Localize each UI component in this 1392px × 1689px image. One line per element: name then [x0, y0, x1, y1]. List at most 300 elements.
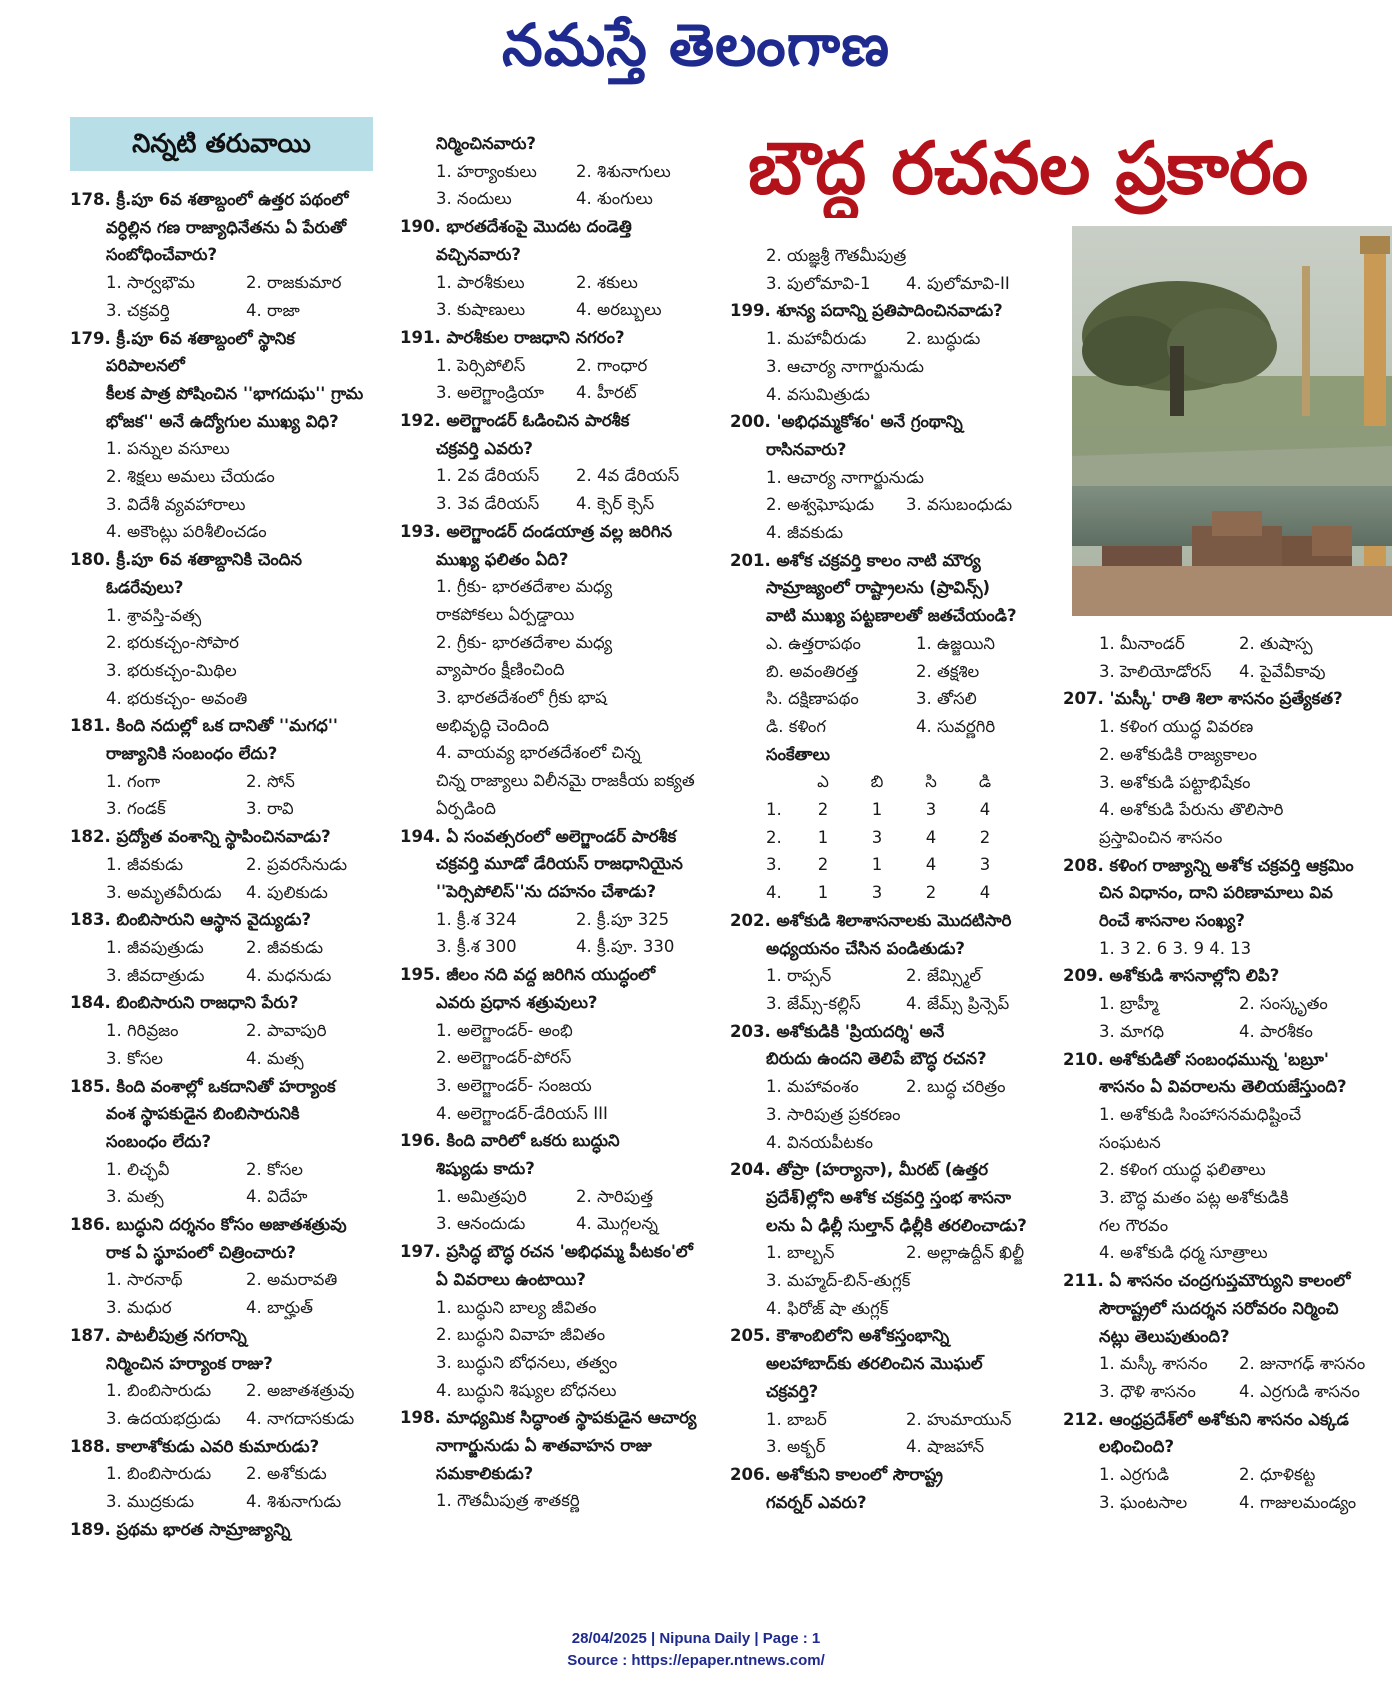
option-right: 4. నాగదాసకుడు	[246, 1408, 355, 1428]
codes-cell: 4	[925, 827, 937, 847]
option-line: 3. అలెగ్జాండర్- సంజయ	[436, 1075, 592, 1095]
question-text-cont	[1063, 1433, 1388, 1461]
match-right: 3. తోసలి	[916, 689, 977, 709]
option-line: 1. బుద్ధుని బాల్య జీవితం	[436, 1297, 597, 1317]
codes-cell: 1.	[766, 800, 782, 820]
option-right: 2. ప్రవరసేనుడు	[246, 854, 348, 874]
question-number: 180.	[70, 550, 111, 570]
question-number: 186.	[70, 1215, 111, 1235]
question-line: భారతదేశంపై మొదట దండెత్తి	[446, 217, 632, 237]
option-right: 4. గాజులమండ్యం	[1239, 1492, 1357, 1512]
option-row	[730, 990, 1045, 1018]
option-left: 1. బాబర్	[766, 1409, 827, 1429]
option-line: 2. యజ్ఞశ్రీ గౌతమీపుత్ర	[766, 246, 907, 265]
option-row	[730, 1406, 1045, 1434]
option-right: 4. బార్హుత్	[246, 1298, 314, 1318]
match-row	[730, 630, 1045, 658]
question-number: 196.	[400, 1131, 441, 1151]
question-block	[70, 823, 375, 906]
question-text	[400, 518, 710, 546]
question-line: అశోకుడి శాసనాల్లోని లిపి?	[1109, 966, 1280, 986]
question-number: 209.	[1063, 966, 1104, 986]
question-line: చక్రవర్తి ఎవరు?	[436, 438, 533, 458]
question-text	[730, 547, 1045, 575]
option-row	[1063, 1018, 1388, 1046]
codes-cell: 1	[817, 827, 829, 847]
option-row	[70, 1488, 375, 1516]
codes-cell: 3.	[766, 855, 782, 875]
option-row	[730, 1433, 1045, 1461]
question-number: 193.	[400, 521, 441, 541]
question-text	[730, 1018, 1045, 1046]
option-right: 2. రాజకుమార	[246, 273, 342, 293]
question-line: అశోకుడికి 'ప్రియదర్శి' అనే	[776, 1021, 945, 1041]
option-line: 4. వినయపీటకం	[766, 1132, 873, 1152]
option-left: 3. నందులు	[436, 189, 512, 209]
question-line: తోప్రా (హర్యానా), మీరట్ (ఉత్తర	[776, 1160, 989, 1180]
question-block	[70, 1211, 375, 1322]
codes-cell: 2.	[766, 827, 782, 847]
option-row	[70, 1183, 375, 1211]
option-right: 2. జేమ్స్మిల్	[906, 966, 982, 986]
question-line: ఆంధ్రప్రదేశ్‌లో అశోకుని శాసనం ఎక్కడ	[1109, 1409, 1349, 1429]
question-line: ప్రదేశ్)ల్లోని అశోక చక్రవర్తి స్తంభ శాసనా	[766, 1187, 1011, 1207]
option-right: 4. శిశునాగుడు	[246, 1492, 342, 1512]
option-left: 3. అమృతవీరుడు	[106, 882, 222, 902]
question-line: అశోకుని కాలంలో సౌరాష్ట్ర	[776, 1464, 943, 1484]
question-block	[400, 823, 710, 962]
codes-row	[730, 796, 1045, 824]
question-text-cont	[400, 850, 710, 878]
option-line: 4. బుద్ధుని శిష్యుల బోధనలు	[436, 1380, 617, 1400]
question-text	[70, 823, 375, 851]
option-row	[70, 269, 375, 297]
option-line: గల గౌరవం	[1099, 1215, 1169, 1235]
option-right: 4. పులోమావి-II	[906, 273, 1010, 293]
question-text-cont	[400, 435, 710, 463]
question-text-cont	[70, 574, 375, 602]
option-left: 1. రాప్సన్	[766, 966, 832, 986]
option-right: 2. సోన్	[246, 771, 295, 791]
question-line: బింబిసారుని ఆస్థాన వైద్యుడు?	[116, 910, 312, 930]
question-block	[70, 325, 375, 547]
question-line: 'అభిధమ్మకోశం' అనే గ్రంథాన్ని	[776, 412, 963, 432]
question-line: ముఖ్య ఫలితం ఏది?	[436, 549, 569, 569]
option-left: 1. జీవకుడు	[106, 854, 184, 874]
question-text-cont	[400, 1432, 710, 1460]
question-text	[400, 213, 710, 241]
option-left: 1. మహావంశం	[766, 1077, 859, 1097]
match-row	[730, 713, 1045, 741]
codes-cell: 3	[979, 855, 991, 875]
option-right: 2. ధూళికట్ట	[1239, 1465, 1316, 1485]
option-line: 3. భరుకచ్చం-మిథిల	[106, 660, 237, 680]
question-line: చక్రవర్తి?	[766, 1381, 819, 1401]
question-block	[400, 1404, 710, 1515]
question-line: అశోకుడితో సంబంధమున్న 'బబ్రూ'	[1109, 1049, 1329, 1069]
codes-row	[730, 879, 1045, 907]
option-left: 3. అక్బర్	[766, 1437, 826, 1457]
question-text-cont	[730, 1184, 1045, 1212]
option-row	[70, 851, 375, 879]
question-line: క్రీ.పూ 6వ శతాబ్దంలో ఉత్తర పథంలో	[116, 190, 349, 209]
option-left: 1. హర్యాంకులు	[436, 161, 537, 181]
option-row	[400, 462, 710, 490]
question-line: లను ఏ ఢిల్లీ సుల్తాన్ ఢిల్లీకి తరలించాడు?	[766, 1215, 1027, 1235]
option-right: 4. జేమ్స్ ప్రిన్సెప్	[906, 993, 1010, 1013]
question-line: వాటి ముఖ్య పట్టణాలతో జతచేయండి?	[766, 606, 1017, 626]
question-line: ప్రసిద్ధ బౌద్ధ రచన 'అభిధమ్మ పీటకం'లో	[446, 1242, 693, 1262]
codes-cell: 4	[979, 800, 991, 820]
question-block	[400, 518, 710, 823]
question-block	[70, 546, 375, 712]
codes-cell: 1	[871, 800, 883, 820]
option-left: 3. ఘంటసాల	[1099, 1492, 1188, 1512]
codes-header-cell: ఎ	[817, 772, 829, 792]
option-left: 1. మహావీరుడు	[766, 329, 867, 349]
question-line: రాజ్యానికి సంబంధం లేదు?	[106, 744, 278, 764]
question-line: కౌశాంబిలోని అశోకస్తంభాన్ని	[776, 1326, 950, 1346]
question-line: అలెగ్జాండర్ ఓడించిన పారశీక	[446, 411, 630, 431]
option-right: 2. శకులు	[576, 272, 638, 292]
question-number: 195.	[400, 965, 441, 985]
match-left: డి. కళింగ	[766, 716, 827, 736]
option-row	[70, 934, 375, 962]
question-line: శిష్యుడు కాదు?	[436, 1159, 535, 1179]
question-text-cont	[730, 574, 1045, 602]
codes-cell: 2	[817, 855, 829, 875]
option-line: 2. భరుకచ్చం-సోపార	[106, 633, 239, 653]
option-line: ఏర్పడింది	[436, 798, 496, 818]
question-number: 199.	[730, 301, 771, 321]
question-text-cont	[400, 241, 710, 269]
option-right: 2. అశోకుడు	[246, 1464, 327, 1484]
question-line: శాసనం ఏ వివరాలను తెలియజేస్తుంది?	[1099, 1077, 1347, 1097]
option-row	[1063, 1378, 1388, 1406]
question-line: బుద్ధుని దర్శనం కోసం అజాతశత్రువు	[116, 1215, 347, 1235]
page-footer	[0, 1628, 1392, 1672]
option-left: 2. అశ్వఘోషుడు	[766, 495, 875, 515]
option-right: 4. రాజా	[246, 300, 300, 320]
question-block	[730, 1018, 1045, 1157]
question-text-cont	[70, 740, 375, 768]
question-line: వర్ధిల్లిన గణ రాజ్యాధినేతను ఏ పేరుతో	[106, 217, 347, 237]
question-line: ఏ శాసనం చంద్రగుప్తమౌర్యుని కాలంలో	[1109, 1271, 1351, 1291]
question-text	[70, 989, 375, 1017]
question-line: సమకాలికుడు?	[436, 1463, 534, 1483]
option-line: అభివృద్ధి చెందింది	[436, 715, 549, 735]
question-text-cont	[730, 1378, 1045, 1406]
option-line: 3. విదేశీ వ్యవహారాలు	[106, 494, 246, 514]
question-text-cont	[1063, 1295, 1388, 1323]
option-right: 4. పారశీకం	[1239, 1021, 1313, 1041]
question-number: 181.	[70, 716, 111, 736]
option-right: 2. శిశునాగులు	[576, 161, 671, 181]
archaeological-site-photo	[1072, 226, 1392, 616]
option-right: 2. బుద్ధ చరిత్రం	[906, 1077, 1006, 1097]
question-text	[1063, 1267, 1388, 1295]
option-row	[400, 296, 710, 324]
option-line: 4. అశోకుడి ధర్మ సూత్రాలు	[1099, 1243, 1268, 1263]
question-line: నాగార్జునుడు ఏ శాతవాహన రాజు	[436, 1436, 652, 1456]
option-right: 4. పైవేవీకావు	[1239, 661, 1326, 681]
option-left: 3. మత్స	[106, 1187, 164, 1207]
option-line: 1. అలెగ్జాండర్- అంభి	[436, 1020, 573, 1040]
option-left: 1. సారనాథ్	[106, 1270, 183, 1290]
column-4	[1063, 630, 1388, 1517]
question-line: క్రీ.పూ 6వ శతాబ్దానికి చెందిన	[116, 550, 303, 570]
option-line: 3. ఆచార్య నాగార్జునుడు	[766, 356, 924, 376]
question-line: ఏ సంవత్సరంలో అలెగ్జాండర్ పారశీక	[446, 826, 677, 846]
question-text	[70, 546, 375, 574]
codes-label: సంకేతాలు	[766, 744, 831, 764]
question-block	[730, 242, 1045, 297]
option-right: 4. షాజహాన్	[906, 1437, 985, 1457]
option-right: 2. అమరావతి	[246, 1270, 338, 1290]
match-row	[730, 658, 1045, 686]
option-right: 2. కోసల	[246, 1159, 304, 1179]
option-line: 3. మహ్మద్-బిన్-తుగ్లక్	[766, 1271, 911, 1291]
question-block	[70, 1433, 375, 1516]
question-text-cont	[730, 436, 1045, 464]
option-row	[400, 352, 710, 380]
question-text-cont	[70, 241, 375, 269]
codes-cell: 2	[979, 827, 991, 847]
option-row	[70, 1045, 375, 1073]
option-right: 4. మొగ్గలన్న	[576, 1214, 658, 1234]
question-text-cont	[1063, 1073, 1388, 1101]
question-number: 187.	[70, 1325, 111, 1345]
option-row	[730, 962, 1045, 990]
option-row	[1063, 1489, 1388, 1517]
option-line: 1. గ్రీకు- భారతదేశాల మధ్య	[436, 577, 613, 597]
question-line: అలహాబాద్‌కు తరలించిన మొఘల్	[766, 1354, 983, 1374]
option-line: 4. భరుకచ్చం- అవంతి	[106, 688, 248, 708]
codes-header-row	[730, 768, 1045, 796]
question-text-cont	[400, 1460, 710, 1488]
question-block	[400, 1127, 710, 1238]
question-block	[70, 989, 375, 1072]
question-number: 207.	[1063, 689, 1104, 709]
question-number: 184.	[70, 993, 111, 1013]
option-row	[1063, 658, 1388, 686]
option-row	[1063, 630, 1388, 658]
question-block	[730, 1461, 1045, 1516]
question-block	[400, 213, 710, 324]
option-row	[400, 1183, 710, 1211]
option-right: 2. తుషాస్ప	[1239, 634, 1313, 653]
question-text	[1063, 962, 1388, 990]
option-right: 4. శుంగులు	[576, 189, 653, 209]
option-line: 2. అశోకుడికి రాజ్యకాలం	[1099, 744, 1258, 764]
codes-cell: 1	[817, 883, 829, 903]
masthead-logo: నమస్తే తెలంగాణ	[502, 11, 890, 79]
column-2	[400, 130, 710, 1515]
question-text	[730, 907, 1045, 935]
option-row	[70, 1266, 375, 1294]
question-number: 191.	[400, 327, 441, 347]
option-row	[70, 1377, 375, 1405]
option-row	[400, 379, 710, 407]
codes-cell: 4.	[766, 883, 782, 903]
option-line: 1. ఆచార్య నాగార్జునుడు	[766, 467, 924, 487]
option-left: 1. 2వ డేరియస్	[436, 466, 540, 486]
option-left: 3. హెలియోడోరస్	[1099, 661, 1212, 681]
question-text-cont	[400, 546, 710, 574]
option-left: 3. ఆనందుడు	[436, 1214, 526, 1234]
question-block	[730, 408, 1045, 547]
option-row	[70, 768, 375, 796]
question-text-cont	[730, 935, 1045, 963]
option-left: 1. పారశీకులు	[436, 272, 525, 292]
option-left: 3. క్రీ.శ 300	[436, 937, 517, 957]
question-line: బింబిసారుని రాజధాని పేరు?	[116, 993, 299, 1013]
question-line: మాధ్యమిక సిద్ధాంత స్థాపకుడైన ఆచార్య	[446, 1408, 697, 1428]
question-text	[70, 325, 375, 380]
question-line: ప్రథమ భారత సామ్రాజ్యాన్ని	[116, 1519, 291, 1539]
match-right: 2. తక్షశిల	[916, 661, 980, 681]
question-number: 198.	[400, 1408, 441, 1428]
option-row	[400, 1210, 710, 1238]
question-number: 200.	[730, 412, 771, 432]
question-number: 182.	[70, 827, 111, 847]
codes-cell: 1	[871, 855, 883, 875]
question-line: జీలం నది వద్ద జరిగిన యుద్ధంలో	[446, 965, 656, 985]
question-line: కింది వారిలో ఒకరు బుద్ధుని	[446, 1131, 620, 1151]
option-right: 2. హుమాయున్	[906, 1409, 1012, 1429]
question-line: బిరుదు ఉందని తెలిపే బౌద్ధ రచన?	[766, 1049, 987, 1069]
option-left: 1. అమిత్రపురి	[436, 1186, 527, 1206]
question-block	[1063, 630, 1388, 685]
question-line: ఎవరు ప్రధాన శత్రువులు?	[436, 992, 598, 1012]
question-text	[70, 712, 375, 740]
question-number: 210.	[1063, 1049, 1104, 1069]
question-block	[400, 961, 710, 1127]
option-row	[70, 879, 375, 907]
question-text	[730, 1322, 1045, 1350]
question-line: నట్లు తెలుపుతుంది?	[1099, 1326, 1230, 1346]
question-block	[730, 907, 1045, 1018]
option-left: 3. అలెగ్జాండ్రియా	[436, 383, 544, 403]
option-left: 1. బ్రాహ్మీ	[1099, 994, 1159, 1014]
option-left: 3. గండక్	[106, 799, 166, 819]
question-block	[730, 547, 1045, 907]
question-line: అశోక చక్రవర్తి కాలం నాటి మౌర్య	[776, 550, 981, 570]
codes-cell: 4	[979, 883, 991, 903]
option-row	[1063, 1461, 1388, 1489]
section-label: నిన్నటి తరువాయి	[70, 117, 373, 171]
option-row	[70, 795, 375, 823]
option-left: 1. మస్కీ శాసనం	[1099, 1354, 1208, 1374]
option-line: 1. కళింగ యుద్ధ వివరణ	[1099, 717, 1254, 737]
question-text	[730, 1156, 1045, 1184]
codes-cell: 2	[817, 800, 829, 820]
option-left: 1. సార్వభౌమ	[106, 273, 195, 293]
question-text-cont	[70, 1350, 375, 1378]
option-right: 2. సంస్కృతం	[1239, 994, 1328, 1014]
option-row	[730, 1239, 1045, 1267]
question-line: రించే శాసనాల సంఖ్య?	[1099, 911, 1245, 931]
option-left: 1. బింబిసారుడు	[106, 1464, 212, 1484]
question-text-cont	[400, 878, 710, 906]
option-right: 4. మధనుడు	[246, 965, 332, 985]
question-text-cont	[70, 214, 375, 242]
option-right: 4. విదేహ	[246, 1187, 308, 1207]
question-block	[400, 407, 710, 518]
question-text	[70, 1073, 375, 1101]
question-line: 'మస్కీ' రాతి శిలా శాసనం ప్రత్యేకత?	[1109, 689, 1343, 709]
question-text-cont	[70, 1239, 375, 1267]
option-line: 3. భారతదేశంలో గ్రీకు భాష	[436, 688, 607, 708]
question-block	[70, 1073, 375, 1212]
question-block	[400, 1238, 710, 1404]
question-text	[400, 961, 710, 989]
question-number: 212.	[1063, 1409, 1104, 1429]
option-row	[70, 297, 375, 325]
option-left: 3. ఉదయభద్రుడు	[106, 1408, 221, 1428]
question-text	[1063, 1406, 1388, 1434]
question-text	[400, 1404, 710, 1432]
option-line: 4. వసుమిత్రుడు	[766, 384, 870, 404]
question-number: 204.	[730, 1160, 771, 1180]
option-row	[1063, 1350, 1388, 1378]
question-text-cont	[730, 1350, 1045, 1378]
question-number: 192.	[400, 411, 441, 431]
question-number: 201.	[730, 550, 771, 570]
question-text	[1063, 1046, 1388, 1074]
option-row	[730, 491, 1045, 519]
question-number: 189.	[70, 1519, 111, 1539]
option-row	[70, 1460, 375, 1488]
option-row	[70, 1294, 375, 1322]
question-text-cont	[730, 1489, 1045, 1517]
option-row	[70, 962, 375, 990]
question-line: కింది వంశాల్లో ఒకదానితో హర్యాంక	[116, 1076, 336, 1096]
question-text-cont: నిర్మించినవారు?	[436, 134, 536, 153]
question-text	[400, 1238, 710, 1266]
question-block	[1063, 962, 1388, 1045]
option-left: 3. చక్రవర్తి	[106, 300, 170, 320]
footer-date-line: 28/04/2025 | Nipuna Daily | Page : 1	[571, 1630, 821, 1647]
option-right: 2. సారిపుత్త	[576, 1186, 654, 1206]
option-left: 1. గిరివ్రజం	[106, 1021, 179, 1041]
question-text	[400, 324, 710, 352]
question-line: అశోకుడి శిలాశాసనాలకు మొదటిసారి	[776, 910, 1012, 930]
option-right: 2. పావాపురి	[246, 1021, 327, 1041]
option-left: 3. పులోమావి-1	[766, 273, 871, 293]
question-line: వంశ స్థాపకుడైన బింబిసారునికి	[106, 1104, 300, 1124]
option-line: ప్రస్తావించిన శాసనం	[1099, 827, 1223, 847]
question-line: భోజక'' అనే ఉద్యోగుల ముఖ్య విధి?	[106, 411, 339, 431]
option-line: 3. బౌద్ధ మతం పట్ల అశోకుడికి	[1099, 1188, 1289, 1208]
question-text-cont	[70, 380, 375, 408]
question-text	[70, 186, 375, 214]
option-line: 4. అశోకుడి పేరును తొలిసారి	[1099, 800, 1284, 820]
question-text-cont	[730, 602, 1045, 630]
option-right: 2. అజాతశత్రువు	[246, 1381, 355, 1401]
option-line: 1. శ్రావస్తి-వత్స	[106, 605, 202, 625]
question-text	[70, 1211, 375, 1239]
question-line: సామ్రాజ్యంలో రాష్ట్రాలను (ప్రావిన్స్)	[766, 578, 991, 598]
question-line: గవర్నర్ ఎవరు?	[766, 1492, 867, 1512]
codes-row	[730, 824, 1045, 852]
option-row	[400, 185, 710, 213]
question-line: ప్రద్యోత వంశాన్ని స్థాపించినవాడు?	[116, 827, 331, 847]
question-line: సంబోధించేవారు?	[106, 245, 218, 265]
question-text-cont	[70, 1128, 375, 1156]
option-left: 1. లిచ్ఛవీ	[106, 1159, 170, 1179]
option-right: 2. 4వ డేరియస్	[576, 466, 680, 486]
